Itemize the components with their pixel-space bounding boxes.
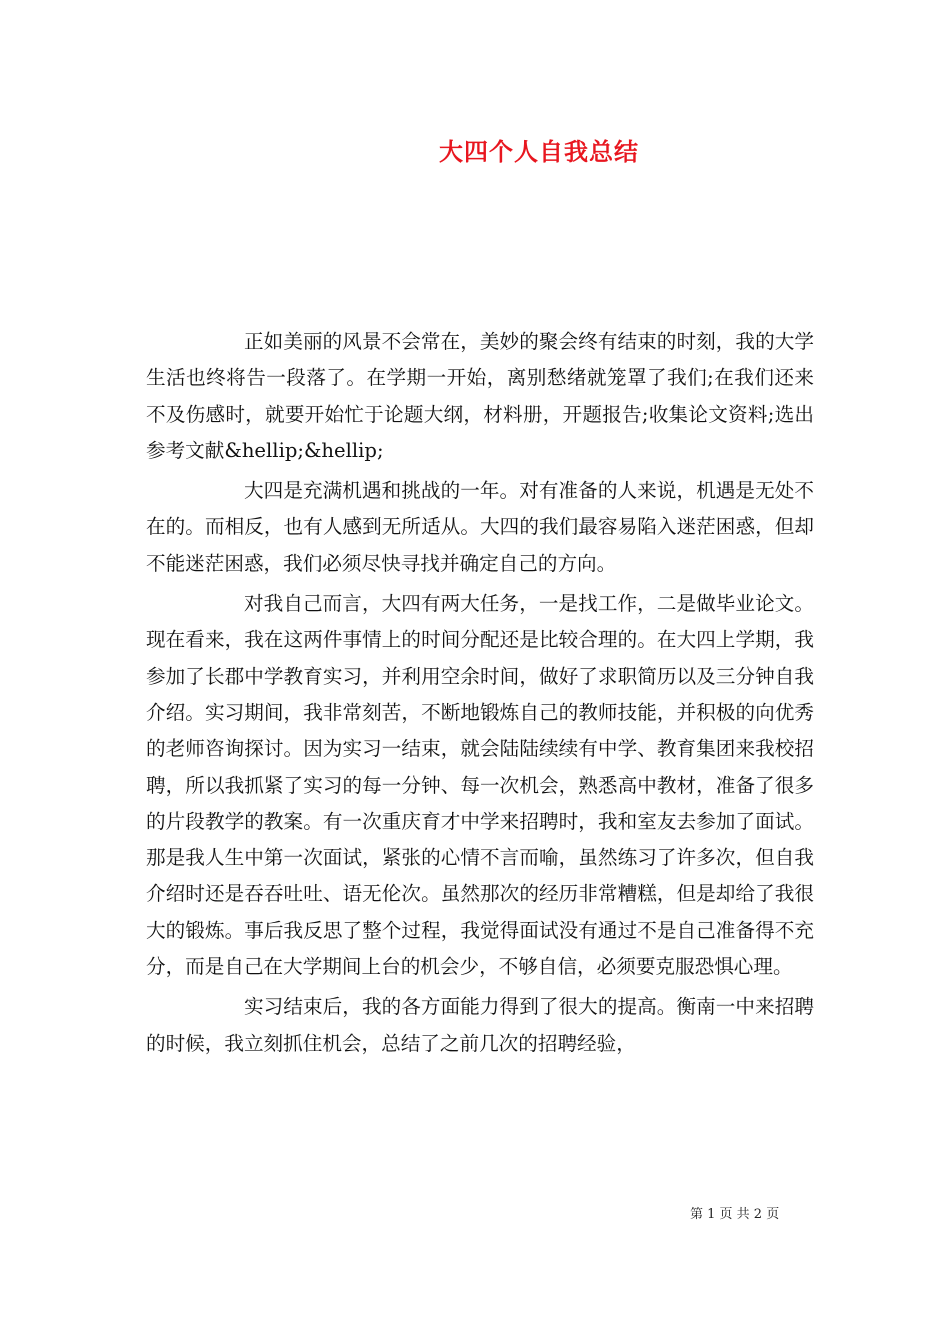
- paragraph-2: 大四是充满机遇和挑战的一年。对有准备的人来说，机遇是无处不在的。而相反，也有人感到无所适从。大四的我们最容易陷入迷茫困惑，但却不能迷茫困惑，我们必须尽快寻找并确定自己的方向。: [146, 479, 814, 575]
- paragraph-1: 正如美丽的风景不会常在，美妙的聚会终有结束的时刻，我的大学生活也终将告一段落了。在学期一开始，离别愁绪就笼罩了我们;在我们还来不及伤感时，就要开始忙于论题大纲，材料册，开题报告;收集论文资料;选出参考文献&hellip;&hellip;: [146, 330, 814, 462]
- paragraph-3: 对我自己而言，大四有两大任务，一是找工作，二是做毕业论文。现在看来，我在这两件事情上的时间分配还是比较合理的。在大四上学期，我参加了长郡中学教育实习，并利用空余时间，做好了求职简历以及三分钟自我介绍。实习期间，我非常刻苦，不断地锻炼自己的教师技能，并积极的向优秀的老师咨询探讨。因为实习一结束，就会陆陆续续有中学、教育集团来我校招聘，所以我抓紧了实习的每一分钟、每一次机会，熟悉高中教材，准备了很多的片段教学的教案。有一次重庆育才中学来招聘时，我和室友去参加了面试。那是我人生中第一次面试，紧张的心情不言而喻，虽然练习了许多次，但自我介绍时还是吞吞吐吐、语无伦次。虽然那次的经历非常糟糕，但是却给了我很大的锻炼。事后我反思了整个过程，我觉得面试没有通过不是自己准备得不充分，而是自己在大学期间上台的机会少，不够自信，必须要克服恐惧心理。: [146, 592, 814, 979]
- document-body: [146, 324, 814, 1066]
- document-title: 大四个人自我总结: [439, 137, 639, 166]
- paragraph-4: 实习结束后，我的各方面能力得到了很大的提高。衡南一中来招聘的时候，我立刻抓住机会，总结了之前几次的招聘经验，: [146, 995, 814, 1055]
- page-number-footer: 第 1 页 共 2 页: [690, 1207, 780, 1222]
